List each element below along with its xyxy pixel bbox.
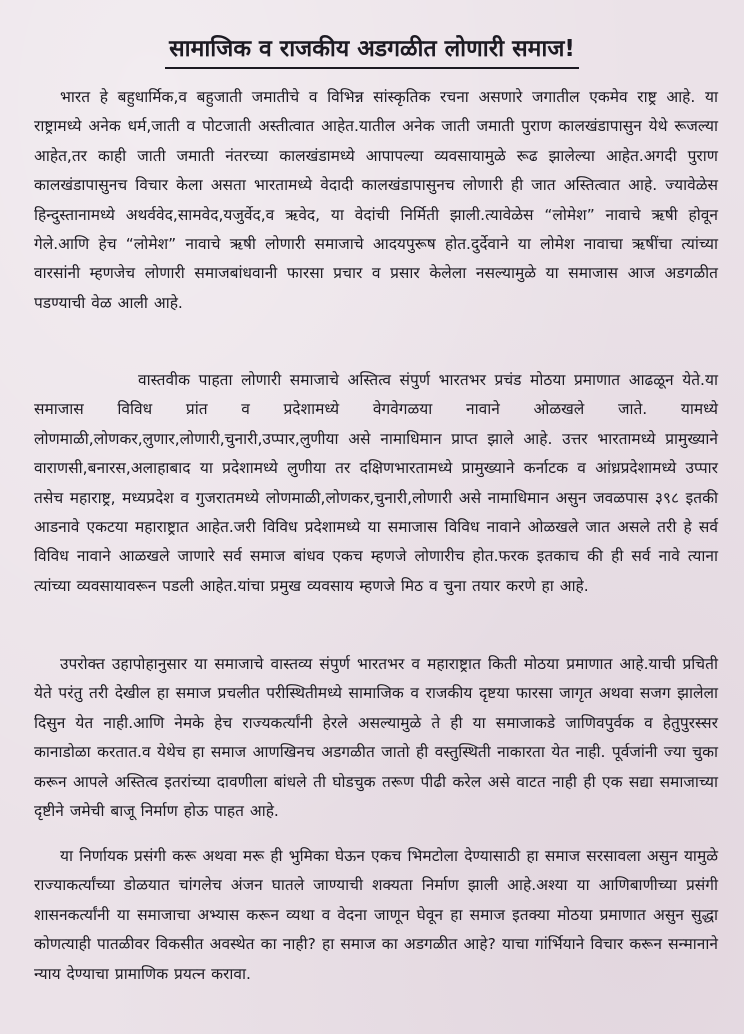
paragraph-4: या निर्णायक प्रसंगी करू अथवा मरू ही भुमिका घेऊन एकच भिमटोला देण्यासाठी हा समाज सरसावला असुन यामुळे राज्याकर्त्यांच्या डोळयात चांगलेच अंजन घातले जाण्याची शक्यता निर्माण झाली आहे.अश्या या आणिबाणीच्या प्रसंगी शासनकर्त्यांनी या समाजाचा अभ्यास करून व्यथा व वेदना जाणून घेवून हा समाज इतक्या मोठया प्रमाणात असुन सुद्धा कोणत्याही पातळीवर विकसीत अवस्थेत का नाही? हा समाज का अडगळीत आहे? याचा गांर्भियाने विचार करून सन्मानाने न्याय देण्याचा प्रामाणिक प्रयत्न करावा.: [34, 847, 718, 983]
paragraph-2: वास्तवीक पाहता लोणारी समाजाचे अस्तित्व संपुर्ण भारतभर प्रचंड मोठया प्रमाणात आढळून येते.या समाजास विविध प्रांत व प्रदेशामध्ये वेगवेगळया नावाने ओळखले जाते. यामध्ये लोणमाळी,लोणकर,लुणार,लोणारी,चुनारी,उप्पार,लुणीया असे नामाधिमान प्राप्त झाले आहे. उत्तर भारतामध्ये प्रामुख्याने वाराणसी,बनारस,अलाहाबाद या प्रदेशामध्ये लुणीया तर दक्षिणभारतामध्ये प्रामुख्याने कर्नाटक व आंध्रप्रदेशामध्ये उप्पार तसेच महाराष्ट्र, मध्यप्रदेश व गुजरातमध्ये लोणमाळी,लोणकर,चुनारी,लोणारी असे नामाधिमान असुन जवळपास ३९८ इतकी आडनावे एकटया महाराष्ट्रात आहेत.जरी विविध प्रदेशामध्ये या समाजास विविध नावाने ओळखले जात असले तरी हे सर्व विविध नावाने आळखले जाणारे सर्व समाज बांधव एकच म्हणजे लोणारीच होत.फरक इतकाच की ही सर्व नावे त्याना त्यांच्या व्यवसायावरून पडली आहेत.यांचा प्रमुख व्यवसाय म्हणजे मिठ व चुना तयार करणे हा आहे.: [34, 371, 718, 595]
title-text: सामाजिक व राजकीय अडगळीत लोणारी समाज!: [165, 32, 579, 69]
page-title: [0, 32, 744, 69]
paragraph-1: भारत हे बहुधार्मिक,व बहुजाती जमातीचे व विभिन्न सांस्कृतिक रचना असणारे जगातील एकमेव राष्ट्र आहे. या राष्ट्रामध्ये अनेक धर्म,जाती व पोटजाती अस्तीत्वात आहेत.यातील अनेक जाती जमाती पुराण कालखंडापासुन येथे रूजल्या आहेत,तर काही जाती जमाती नंतरच्या कालखंडामध्ये आपापल्या व्यवसायामुळे रूढ झालेल्या आहेत.अगदी पुराण कालखंडापासुनच विचार केला असता भारतामध्ये वेदादी कालखंडापासुनच लोणारी ही जात अस्तित्वात आहे. ज्यावेळेस हिन्दुस्तानामध्ये अथर्ववेद,सामवेद,यजुर्वेद,व ऋवेद, या वेदांची निर्मिती झाली.त्यावेळेस “लोमेश” नावाचे ऋषी होवून गेले.आणि हेच “लोमेश” नावाचे ऋषी लोणारी समाजाचे आदयपुरूष होत.दुर्देवाने या लोमेश नावाचा ऋषींचा त्यांच्या वारसांनी म्हणजेच लोणारी समाजबांधवानी फारसा प्रचार व प्रसार केलेला नसल्यामुळे या समाजास आज अडगळीत पडण्याची वेळ आली आहे.: [34, 88, 718, 312]
paragraph-3: उपरोक्त उहापोहानुसार या समाजाचे वास्तव्य संपुर्ण भारतभर व महाराष्ट्रात किती मोठया प्रमाणात आहे.याची प्रचिती येते परंतु तरी देखील हा समाज प्रचलीत परीस्थितीमध्ये सामाजिक व राजकीय दृष्टया फारसा जागृत अथवा सजग झालेला दिसुन येत नाही.आणि नेमके हेच राज्यकर्त्यांनी हेरले असल्यामुळे ते ही या समाजाकडे जाणिवपुर्वक व हेतुपुरस्सर कानाडोळा करतात.व येथेच हा समाज आणखिनच अडगळीत जातो ही वस्तुस्थिती नाकारता येत नाही. पूर्वजांनी ज्या चुका करून आपले अस्तित्व इतरांच्या दावणीला बांधले ती घोडचुक तरूण पीढी करेल असे वाटत नाही ही एक सद्या समाजाच्या दृष्टीने जमेची बाजू निर्माण होऊ पाहत आहे.: [34, 655, 718, 821]
